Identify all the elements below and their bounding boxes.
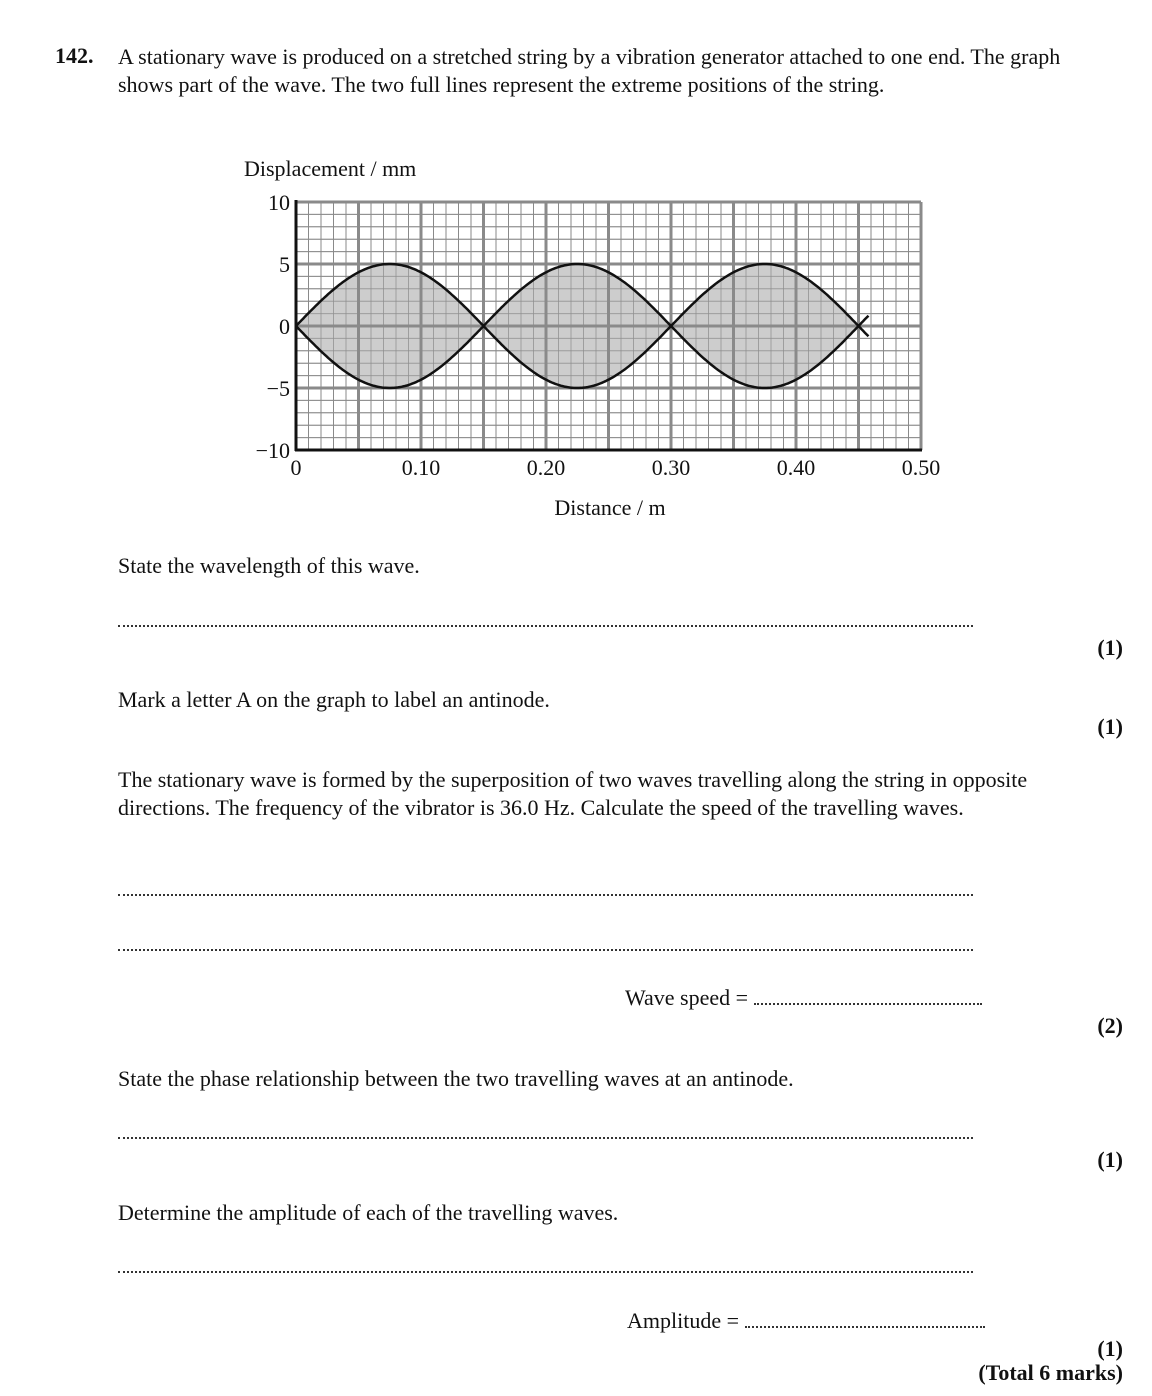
- part-2-marks: (1): [1097, 714, 1123, 739]
- part-3-marks: (2): [1097, 1013, 1123, 1038]
- answer-line-3a[interactable]: [118, 894, 973, 896]
- question-number: 142.: [55, 43, 94, 68]
- wave-speed-dots[interactable]: [754, 1003, 982, 1005]
- amplitude-dots[interactable]: [745, 1326, 985, 1328]
- y-tick-label: 0: [279, 314, 290, 339]
- x-tick-label: 0.40: [776, 455, 816, 480]
- amplitude-answer[interactable]: [627, 1308, 985, 1334]
- y-tick-label: −10: [255, 438, 290, 463]
- part-1-marks: (1): [1097, 635, 1123, 660]
- part-1-prompt: State the wavelength of this wave.: [118, 553, 420, 578]
- wave-speed-label: Wave speed =: [625, 985, 749, 1010]
- x-tick-label: 0.10: [401, 455, 441, 480]
- graph-curves: [295, 200, 922, 451]
- wave-graph: [0, 150, 1000, 530]
- amplitude-label: Amplitude =: [627, 1308, 740, 1333]
- part-3-prompt: The stationary wave is formed by the superposition of two waves travelling along the string in opposite directions. The frequency of the vibrator is 36.0 Hz. Calculate the speed of the travelling waves.: [118, 767, 1028, 820]
- y-tick-label: 5: [279, 252, 290, 277]
- y-axis-label: Displacement / mm: [244, 156, 417, 181]
- part-5-marks: (1): [1097, 1336, 1123, 1361]
- x-tick-label: 0.50: [901, 455, 941, 480]
- answer-line-3b[interactable]: [118, 949, 973, 951]
- part-4-prompt: State the phase relationship between the two travelling waves at an antinode.: [118, 1066, 794, 1091]
- wave-speed-answer[interactable]: [625, 985, 982, 1011]
- answer-line-1[interactable]: [118, 625, 973, 627]
- part-5-prompt: Determine the amplitude of each of the travelling waves.: [118, 1200, 619, 1225]
- x-axis-label: Distance / m: [554, 495, 666, 520]
- total-marks: (Total 6 marks): [978, 1360, 1123, 1385]
- x-tick-label: 0.20: [526, 455, 566, 480]
- answer-line-4[interactable]: [118, 1137, 973, 1139]
- question-intro: A stationary wave is produced on a stretched string by a vibration generator attached to one end. The graph shows part of the wave. The two full lines represent the extreme positions of the string.: [118, 44, 1061, 97]
- y-tick-label: −5: [266, 376, 290, 401]
- x-tick-label: 0.30: [651, 455, 691, 480]
- part-2-prompt: Mark a letter A on the graph to label an antinode.: [118, 687, 550, 712]
- answer-line-5[interactable]: [118, 1271, 973, 1273]
- part-4-marks: (1): [1097, 1147, 1123, 1172]
- x-tick-label: 0: [290, 455, 302, 480]
- y-tick-label: 10: [268, 190, 290, 215]
